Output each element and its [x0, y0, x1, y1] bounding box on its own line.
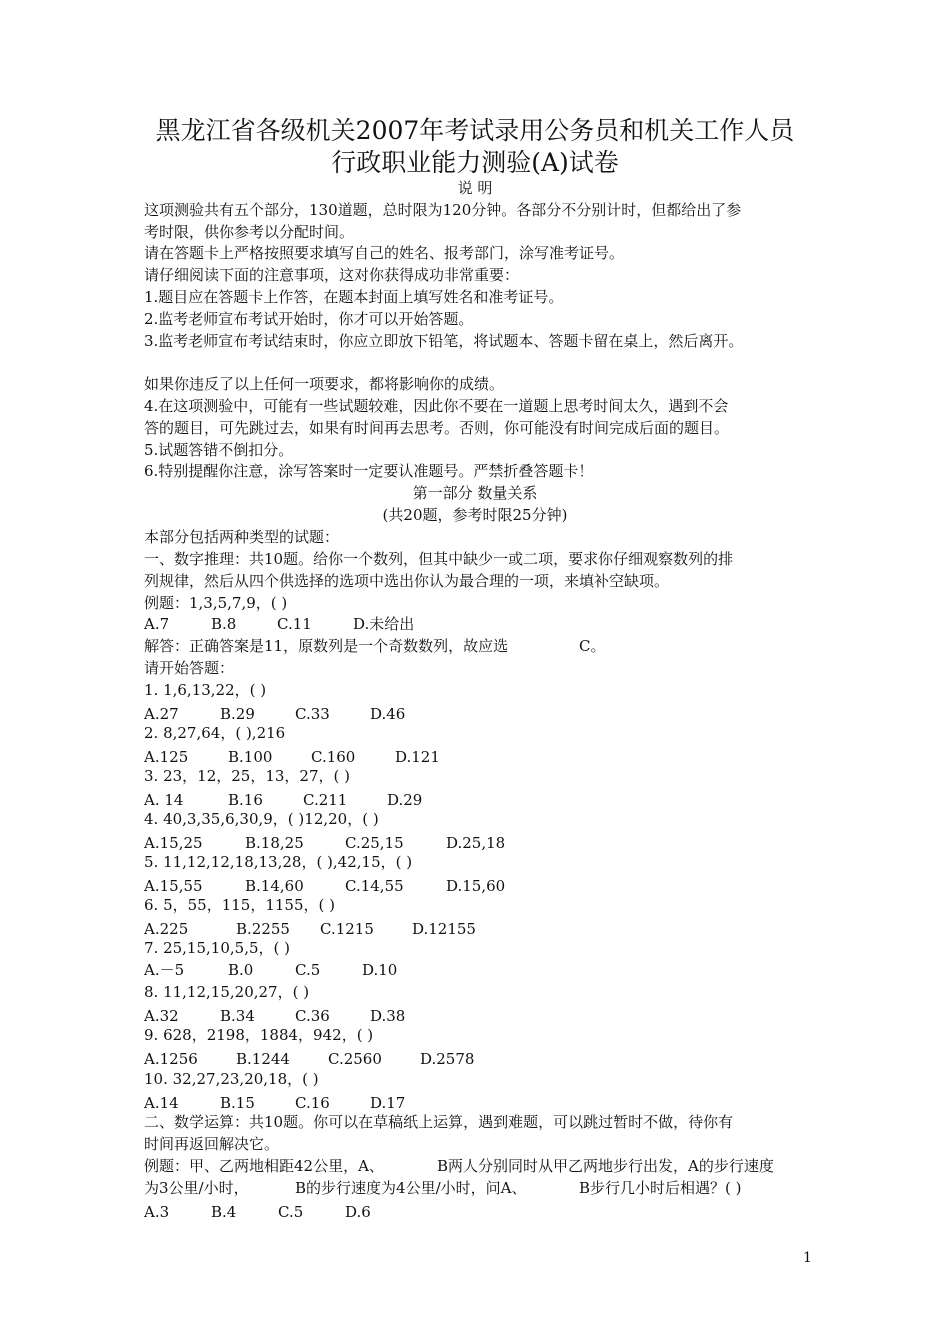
- violation-warning: 如果你违反了以上任何一项要求，都将影响你的成绩。: [144, 375, 505, 393]
- notice-5: 5.试题答错不倒扣分。: [144, 441, 294, 459]
- option: C.5: [278, 1203, 304, 1221]
- question-2: 2. 8,27,64，( ),216: [144, 724, 286, 742]
- question-10: 10. 32,27,23,20,18，( ): [144, 1070, 319, 1088]
- option: D.46: [370, 705, 406, 723]
- option: B.29: [220, 705, 255, 723]
- example2-line2b: B的步行速度为4公里/小时，问A、: [295, 1179, 527, 1197]
- option: D.38: [370, 1007, 406, 1025]
- option: C.36: [295, 1007, 330, 1025]
- title-line-1: 黑龙江省各级机关2007年考试录用公务员和机关工作人员: [155, 116, 795, 145]
- option: C.160: [311, 748, 356, 766]
- option: B.15: [220, 1094, 255, 1112]
- example-option: A.7: [144, 615, 170, 633]
- part1-heading: 第一部分 数量关系: [412, 484, 538, 502]
- option: C.211: [303, 791, 348, 809]
- option: D.2578: [420, 1050, 475, 1068]
- option: B.14,60: [245, 877, 304, 895]
- option: D.29: [387, 791, 423, 809]
- option: C.2560: [328, 1050, 382, 1068]
- example2-line1b: B两人分别同时从甲乙两地步行出发，A的步行速度: [437, 1157, 774, 1175]
- option: B.4: [211, 1203, 237, 1221]
- start-prompt: 请开始答题：: [144, 659, 235, 677]
- example2-line2c: B步行几小时后相遇？( ): [579, 1179, 742, 1197]
- example-answer-choice: C。: [579, 637, 606, 655]
- option: D.25,18: [446, 834, 506, 852]
- option: A.1256: [144, 1050, 198, 1068]
- type1-description-b: 列规律，然后从四个供选择的选项中选出你认为最合理的一项，来填补空缺项。: [144, 572, 670, 590]
- part1-intro: 本部分包括两种类型的试题：: [144, 528, 340, 546]
- notice-4a: 4.在这项测验中，可能有一些试题较难，因此你不要在一道题上思考时间太久，遇到不会: [144, 397, 729, 415]
- option: A.225: [144, 920, 189, 938]
- option: A.14: [144, 1094, 179, 1112]
- option: B.2255: [236, 920, 290, 938]
- option: B.100: [228, 748, 273, 766]
- example-option: C.11: [277, 615, 312, 633]
- option: D.12155: [412, 920, 476, 938]
- option: A.125: [144, 748, 189, 766]
- type2-description-b: 时间再返回解决它。: [144, 1135, 280, 1153]
- question-5: 5. 11,12,12,18,13,28，( ),42,15，( ): [144, 853, 413, 871]
- instructions-paragraph-1b: 考时限，供你参考以分配时间。: [144, 223, 355, 241]
- part1-subheading: (共20题，参考时限25分钟): [382, 506, 568, 524]
- option: C.5: [295, 961, 321, 979]
- option: B.18,25: [245, 834, 304, 852]
- option: A.32: [144, 1007, 179, 1025]
- option: A.27: [144, 705, 179, 723]
- option: A.－5: [144, 961, 185, 979]
- instructions-heading: 说 明: [457, 179, 493, 197]
- instructions-paragraph-1a: 这项测验共有五个部分，130道题，总时限为120分钟。各部分不分别计时，但都给出了参: [144, 201, 742, 219]
- example-option: D.未给出: [353, 615, 415, 633]
- question-3: 3. 23，12，25，13，27，( ): [144, 767, 350, 785]
- example-answer: 解答：正确答案是11，原数列是一个奇数数列，故应选: [144, 637, 509, 655]
- option: C.33: [295, 705, 330, 723]
- question-4: 4. 40,3,35,6,30,9，( )12,20，( ): [144, 810, 379, 828]
- type1-description-a: 一、数字推理：共10题。给你一个数列，但其中缺少一或二项，要求你仔细观察数列的排: [144, 550, 734, 568]
- option: D.10: [362, 961, 398, 979]
- option: D.17: [370, 1094, 406, 1112]
- instructions-paragraph-3: 请仔细阅读下面的注意事项，这对你获得成功非常重要：: [144, 266, 520, 284]
- option: C.25,15: [345, 834, 404, 852]
- option: D.15,60: [446, 877, 506, 895]
- option: A.15,25: [144, 834, 203, 852]
- question-7: 7. 25,15,10,5,5，( ): [144, 939, 290, 957]
- option: B.1244: [236, 1050, 290, 1068]
- question-9: 9. 628，2198，1884，942，( ): [144, 1026, 374, 1044]
- example-question: 例题：1,3,5,7,9，( ): [144, 594, 288, 612]
- option: C.14,55: [345, 877, 404, 895]
- option: D.121: [395, 748, 440, 766]
- notice-2: 2.监考老师宣布考试开始时，你才可以开始答题。: [144, 310, 474, 328]
- question-6: 6. 5，55，115，1155，( ): [144, 896, 335, 914]
- title-line-2: 行政职业能力测验(A)试卷: [331, 148, 619, 177]
- notice-4b: 答的题目，可先跳过去，如果有时间再去思考。否则，你可能没有时间完成后面的题目。: [144, 419, 730, 437]
- example2-line1a: 例题：甲、乙两地相距42公里，A、: [144, 1157, 384, 1175]
- option: D.6: [345, 1203, 371, 1221]
- example-option: B.8: [211, 615, 237, 633]
- notice-6: 6.特别提醒你注意，涂写答案时一定要认准题号。严禁折叠答题卡！: [144, 462, 594, 480]
- option: B.0: [228, 961, 254, 979]
- notice-3: 3.监考老师宣布考试结束时，你应立即放下铅笔，将试题本、答题卡留在桌上，然后离开。: [144, 332, 744, 350]
- option: C.1215: [320, 920, 374, 938]
- option: A. 14: [144, 791, 184, 809]
- question-8: 8. 11,12,15,20,27，( ): [144, 983, 310, 1001]
- option: B.34: [220, 1007, 255, 1025]
- option: A.3: [144, 1203, 170, 1221]
- page-number: 1: [803, 1250, 812, 1266]
- question-1: 1. 1,6,13,22，( ): [144, 681, 267, 699]
- option: B.16: [228, 791, 263, 809]
- notice-1: 1.题目应在答题卡上作答，在题本封面上填写姓名和准考证号。: [144, 288, 564, 306]
- instructions-paragraph-2: 请在答题卡上严格按照要求填写自己的姓名、报考部门，涂写准考证号。: [144, 244, 625, 262]
- option: C.16: [295, 1094, 330, 1112]
- type2-description-a: 二、数学运算：共10题。你可以在草稿纸上运算，遇到难题，可以跳过暂时不做，待你有: [144, 1113, 734, 1131]
- option: A.15,55: [144, 877, 203, 895]
- example2-line2a: 为3公里/小时，: [144, 1179, 249, 1197]
